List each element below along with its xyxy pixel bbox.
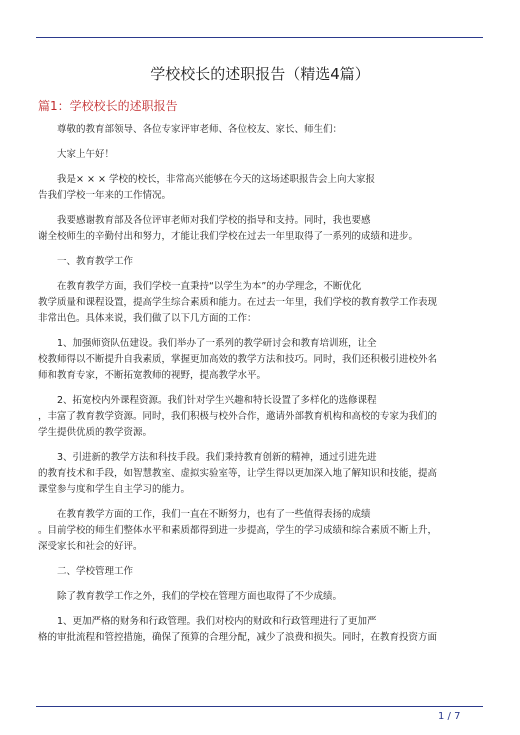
header-rule	[36, 37, 483, 38]
paragraph-line: 一、教育教学工作	[57, 256, 134, 267]
paragraph-line: 我是× × × 学校的校长，非常高兴能够在今天的这场述职报告会上向大家报	[57, 174, 375, 185]
paragraph-line: 的教育技术和手段，如智慧教室、虚拟实验室等，让学生得以更加深入地了解知识和技能，提高	[38, 468, 438, 479]
paragraph-line: 3、引进新的教学方法和科技手段。我们秉持教育创新的精神，通过引进先进	[57, 452, 377, 463]
paragraph-line: 教学质量和课程设置，提高学生综合素质和能力。在过去一年里，我们学校的教育教学工作表现	[38, 297, 438, 308]
section-heading: 篇1：学校校长的述职报告	[38, 99, 178, 113]
paragraph-line: 我要感谢教育部及各位评审老师对我们学校的指导和支持。同时，我也要感	[57, 215, 371, 226]
paragraph	[38, 279, 488, 327]
paragraph-line: 格的审批流程和管控措施，确保了预算的合理分配，减少了浪费和损失。同时，在教育投资方面	[38, 632, 438, 643]
paragraph-line: 2、拓宽校内外课程资源。我们针对学生兴趣和特长设置了多样化的选修课程	[57, 395, 377, 406]
footer-rule	[36, 706, 483, 707]
paragraph	[38, 147, 488, 163]
paragraph	[38, 564, 488, 580]
paragraph	[38, 213, 488, 245]
paragraph-line: 除了教育教学工作之外，我们的学校在管理方面也取得了不少成绩。	[57, 591, 343, 602]
paragraph-line: 学生提供优质的教学资源。	[38, 427, 153, 438]
paragraph	[38, 393, 488, 441]
paragraph-line: 1、更加严格的财务和行政管理。我们对校内的财政和行政管理进行了更加严	[57, 616, 377, 627]
paragraph-line: 大家上午好！	[57, 149, 115, 160]
paragraph-line: 校教师得以不断提升自我素质，掌握更加高效的教学方法和技巧。同时，我们还积极引进校外名	[38, 354, 438, 365]
paragraph-line: 。目前学校的师生们整体水平和素质都得到进一步提高，学生的学习成绩和综合素质不断上升，	[38, 525, 438, 536]
paragraph	[38, 614, 488, 646]
paragraph-line: 课堂参与度和学生自主学习的能力。	[38, 484, 191, 495]
paragraph	[38, 172, 488, 204]
paragraph-line: 师和教育专家，不断拓宽教师的视野，提高教学水平。	[38, 370, 267, 381]
paragraph-line: 在教育教学方面，我们学校一直秉持“以学生为本”的办学理念，不断优化	[57, 281, 362, 292]
paragraph-line: 谢全校师生的辛勤付出和努力，才能让我们学校在过去一年里取得了一系列的成绩和进步。	[38, 231, 419, 242]
paragraph-line: 告我们学校一年来的工作情况。	[38, 190, 172, 201]
document-title: 学校校长的述职报告（精选4篇）	[150, 65, 370, 83]
paragraph-line: 1、加强师资队伍建设。我们举办了一系列的教学研讨会和教育培训班，让全	[57, 338, 377, 349]
paragraph-line: 深受家长和社会的好评。	[38, 541, 143, 552]
paragraph-line: 在教育教学方面的工作，我们一直在不断努力，也有了一些值得表扬的成绩	[57, 509, 371, 520]
paragraph	[38, 254, 488, 270]
paragraph-line: 二、学校管理工作	[57, 566, 134, 577]
document-body	[38, 122, 488, 655]
paragraph	[38, 450, 488, 498]
paragraph-line: 尊敬的教育部领导、各位专家评审老师、各位校友、家长、师生们：	[57, 124, 343, 135]
page-indicator: 1 / 7	[438, 711, 461, 722]
paragraph	[38, 122, 488, 138]
paragraph	[38, 589, 488, 605]
paragraph	[38, 507, 488, 555]
paragraph-line: ，丰富了教育教学资源。同时，我们积极与校外合作，邀请外部教育机构和高校的专家为我们的	[38, 411, 438, 422]
paragraph	[38, 336, 488, 384]
paragraph-line: 非常出色。具体来说，我们做了以下几方面的工作：	[38, 313, 257, 324]
